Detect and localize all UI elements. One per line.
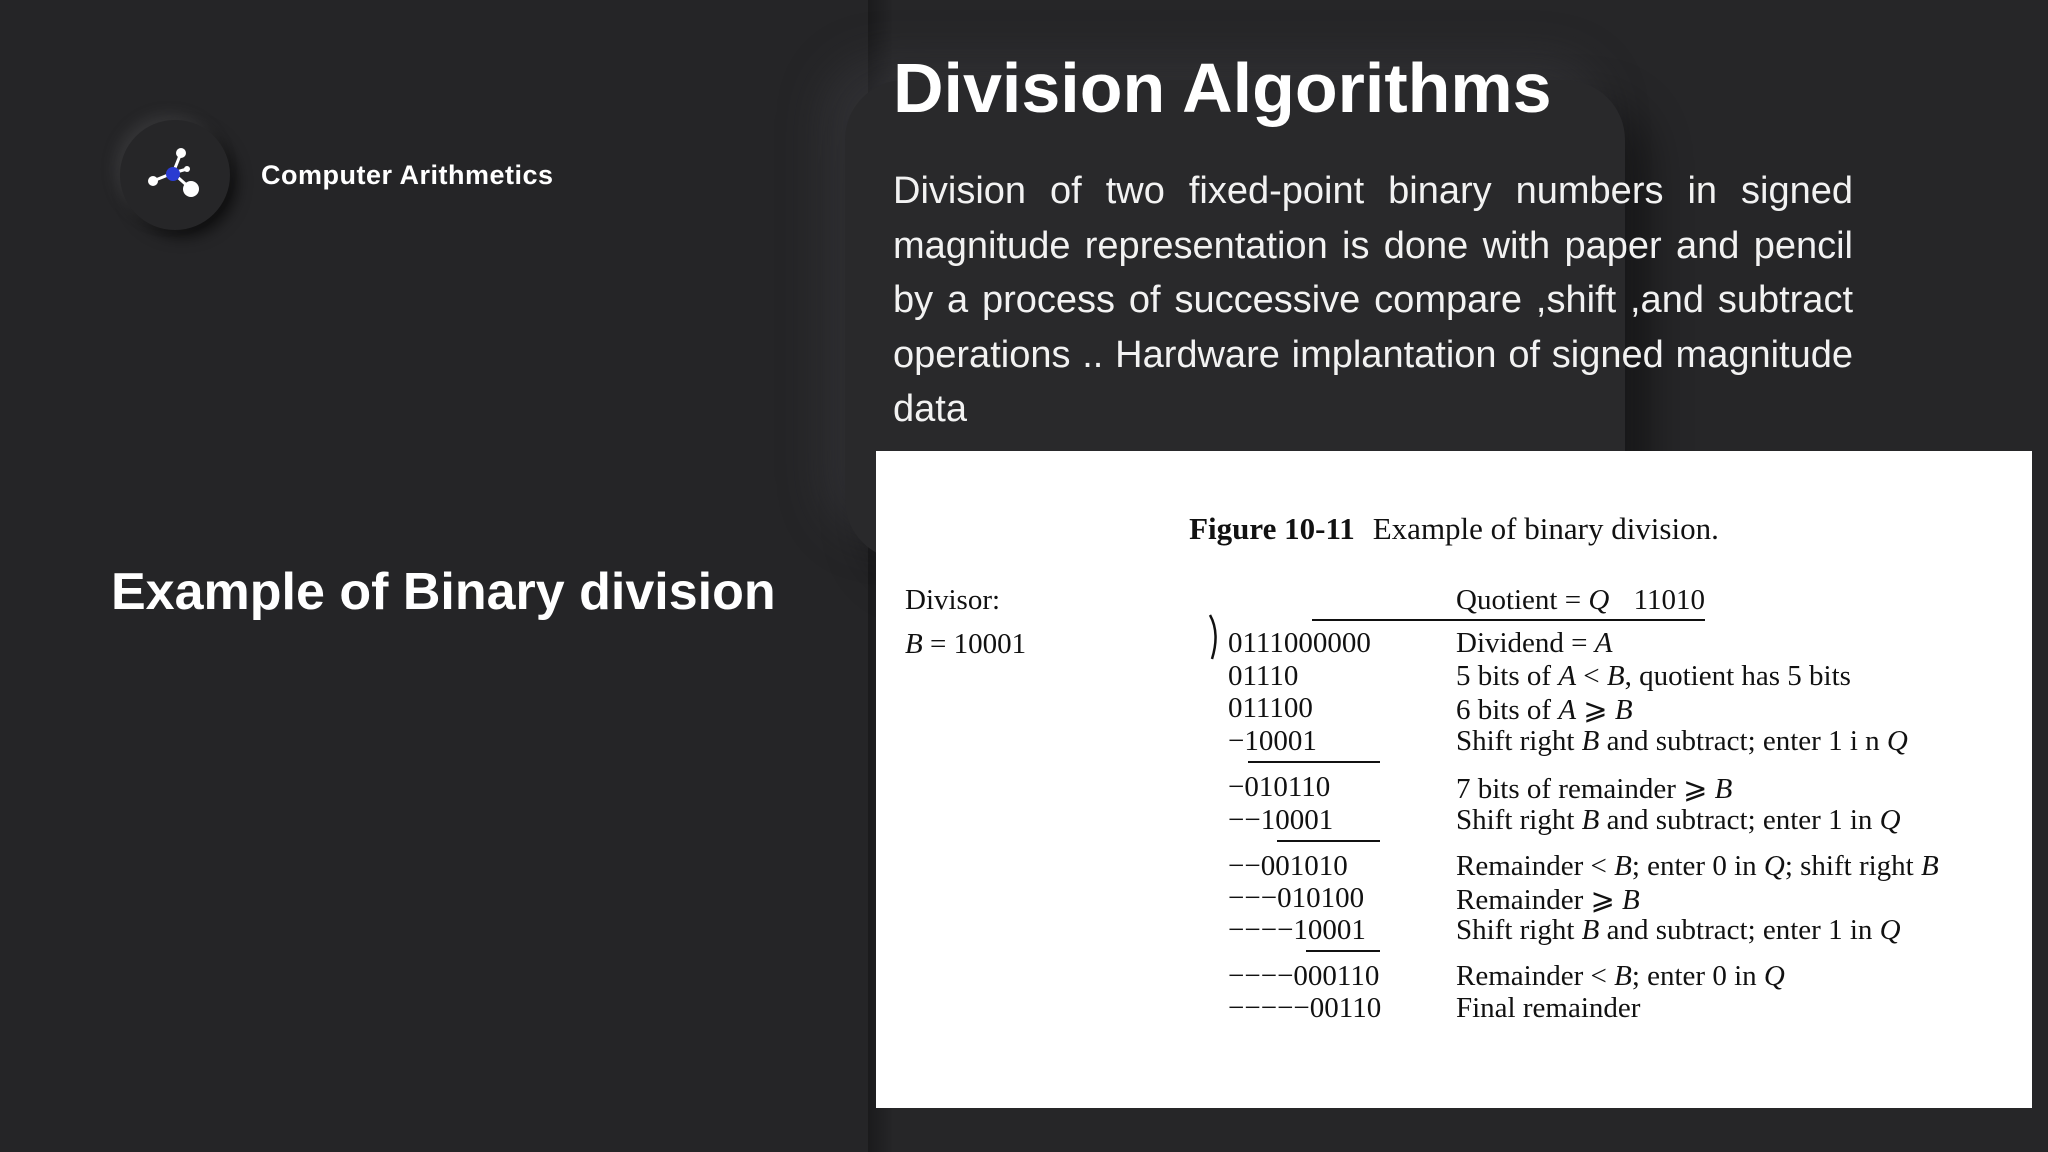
division-step-desc-9: Shift right B and subtract; enter 1 in Q	[1456, 914, 1901, 946]
division-step-desc-2: 5 bits of A < B, quotient has 5 bits	[1456, 660, 1851, 692]
divisor-label: Divisor:	[905, 584, 1001, 616]
division-step-desc-10: Remainder < B; enter 0 in Q	[1456, 960, 1785, 992]
logo-badge	[120, 120, 230, 230]
subtraction-underline	[1248, 761, 1380, 763]
quotient-desc: Quotient = Q	[1456, 584, 1610, 616]
subtraction-underline	[1277, 840, 1380, 842]
division-step-desc-1: Dividend = A	[1456, 627, 1613, 659]
division-step-desc-4: Shift right B and subtract; enter 1 i n Q	[1456, 725, 1908, 757]
division-work-5: −010110	[1228, 771, 1331, 803]
division-step-desc-7: Remainder < B; enter 0 in Q; shift right B	[1456, 850, 1939, 882]
molecule-logo-icon	[143, 143, 207, 207]
subtraction-underline	[1306, 950, 1380, 952]
division-work-6: −−10001	[1228, 804, 1334, 836]
division-step-desc-5: 7 bits of remainder ⩾ B	[1456, 773, 1733, 805]
division-work-2: 01110	[1228, 660, 1299, 692]
slide-title: Division Algorithms	[893, 49, 1552, 127]
figure-caption	[876, 511, 2032, 547]
division-step-desc-6: Shift right B and subtract; enter 1 in Q	[1456, 804, 1901, 836]
division-work-9: −−−−10001	[1228, 914, 1366, 946]
division-step-desc-3: 6 bits of A ⩾ B	[1456, 694, 1633, 726]
division-work-1: 0111000000	[1228, 627, 1371, 659]
slide-paragraph: Division of two fixed-point binary numbers in signed magnitude representation is done with paper and pencil by a process of successive compare ,shift ,and subtract operations .. Hardware implantation of signed magnitude data	[893, 170, 1853, 430]
division-work-11: −−−−−00110	[1228, 992, 1382, 1024]
division-work-3: 011100	[1228, 692, 1313, 724]
quotient-value: 11010	[1312, 584, 1705, 621]
divisor-variable: B	[905, 628, 923, 660]
figure-image	[876, 451, 2032, 1108]
division-work-7: −−001010	[1228, 850, 1348, 882]
division-work-10: −−−−000110	[1228, 960, 1380, 992]
division-step-desc-11: Final remainder	[1456, 992, 1641, 1024]
division-work-4: −10001	[1228, 725, 1317, 757]
figure-caption-label: Figure 10-11	[1189, 511, 1355, 546]
division-bracket	[1206, 613, 1226, 663]
figure-caption-text: Example of binary division.	[1372, 511, 1719, 546]
division-step-desc-8: Remainder ⩾ B	[1456, 884, 1640, 916]
brand-name: Computer Arithmetics	[261, 160, 554, 190]
section-subheading: Example of Binary division	[111, 563, 776, 621]
divisor-value	[905, 628, 1026, 661]
divisor-number: = 10001	[922, 628, 1027, 660]
division-work-8: −−−010100	[1228, 882, 1365, 914]
